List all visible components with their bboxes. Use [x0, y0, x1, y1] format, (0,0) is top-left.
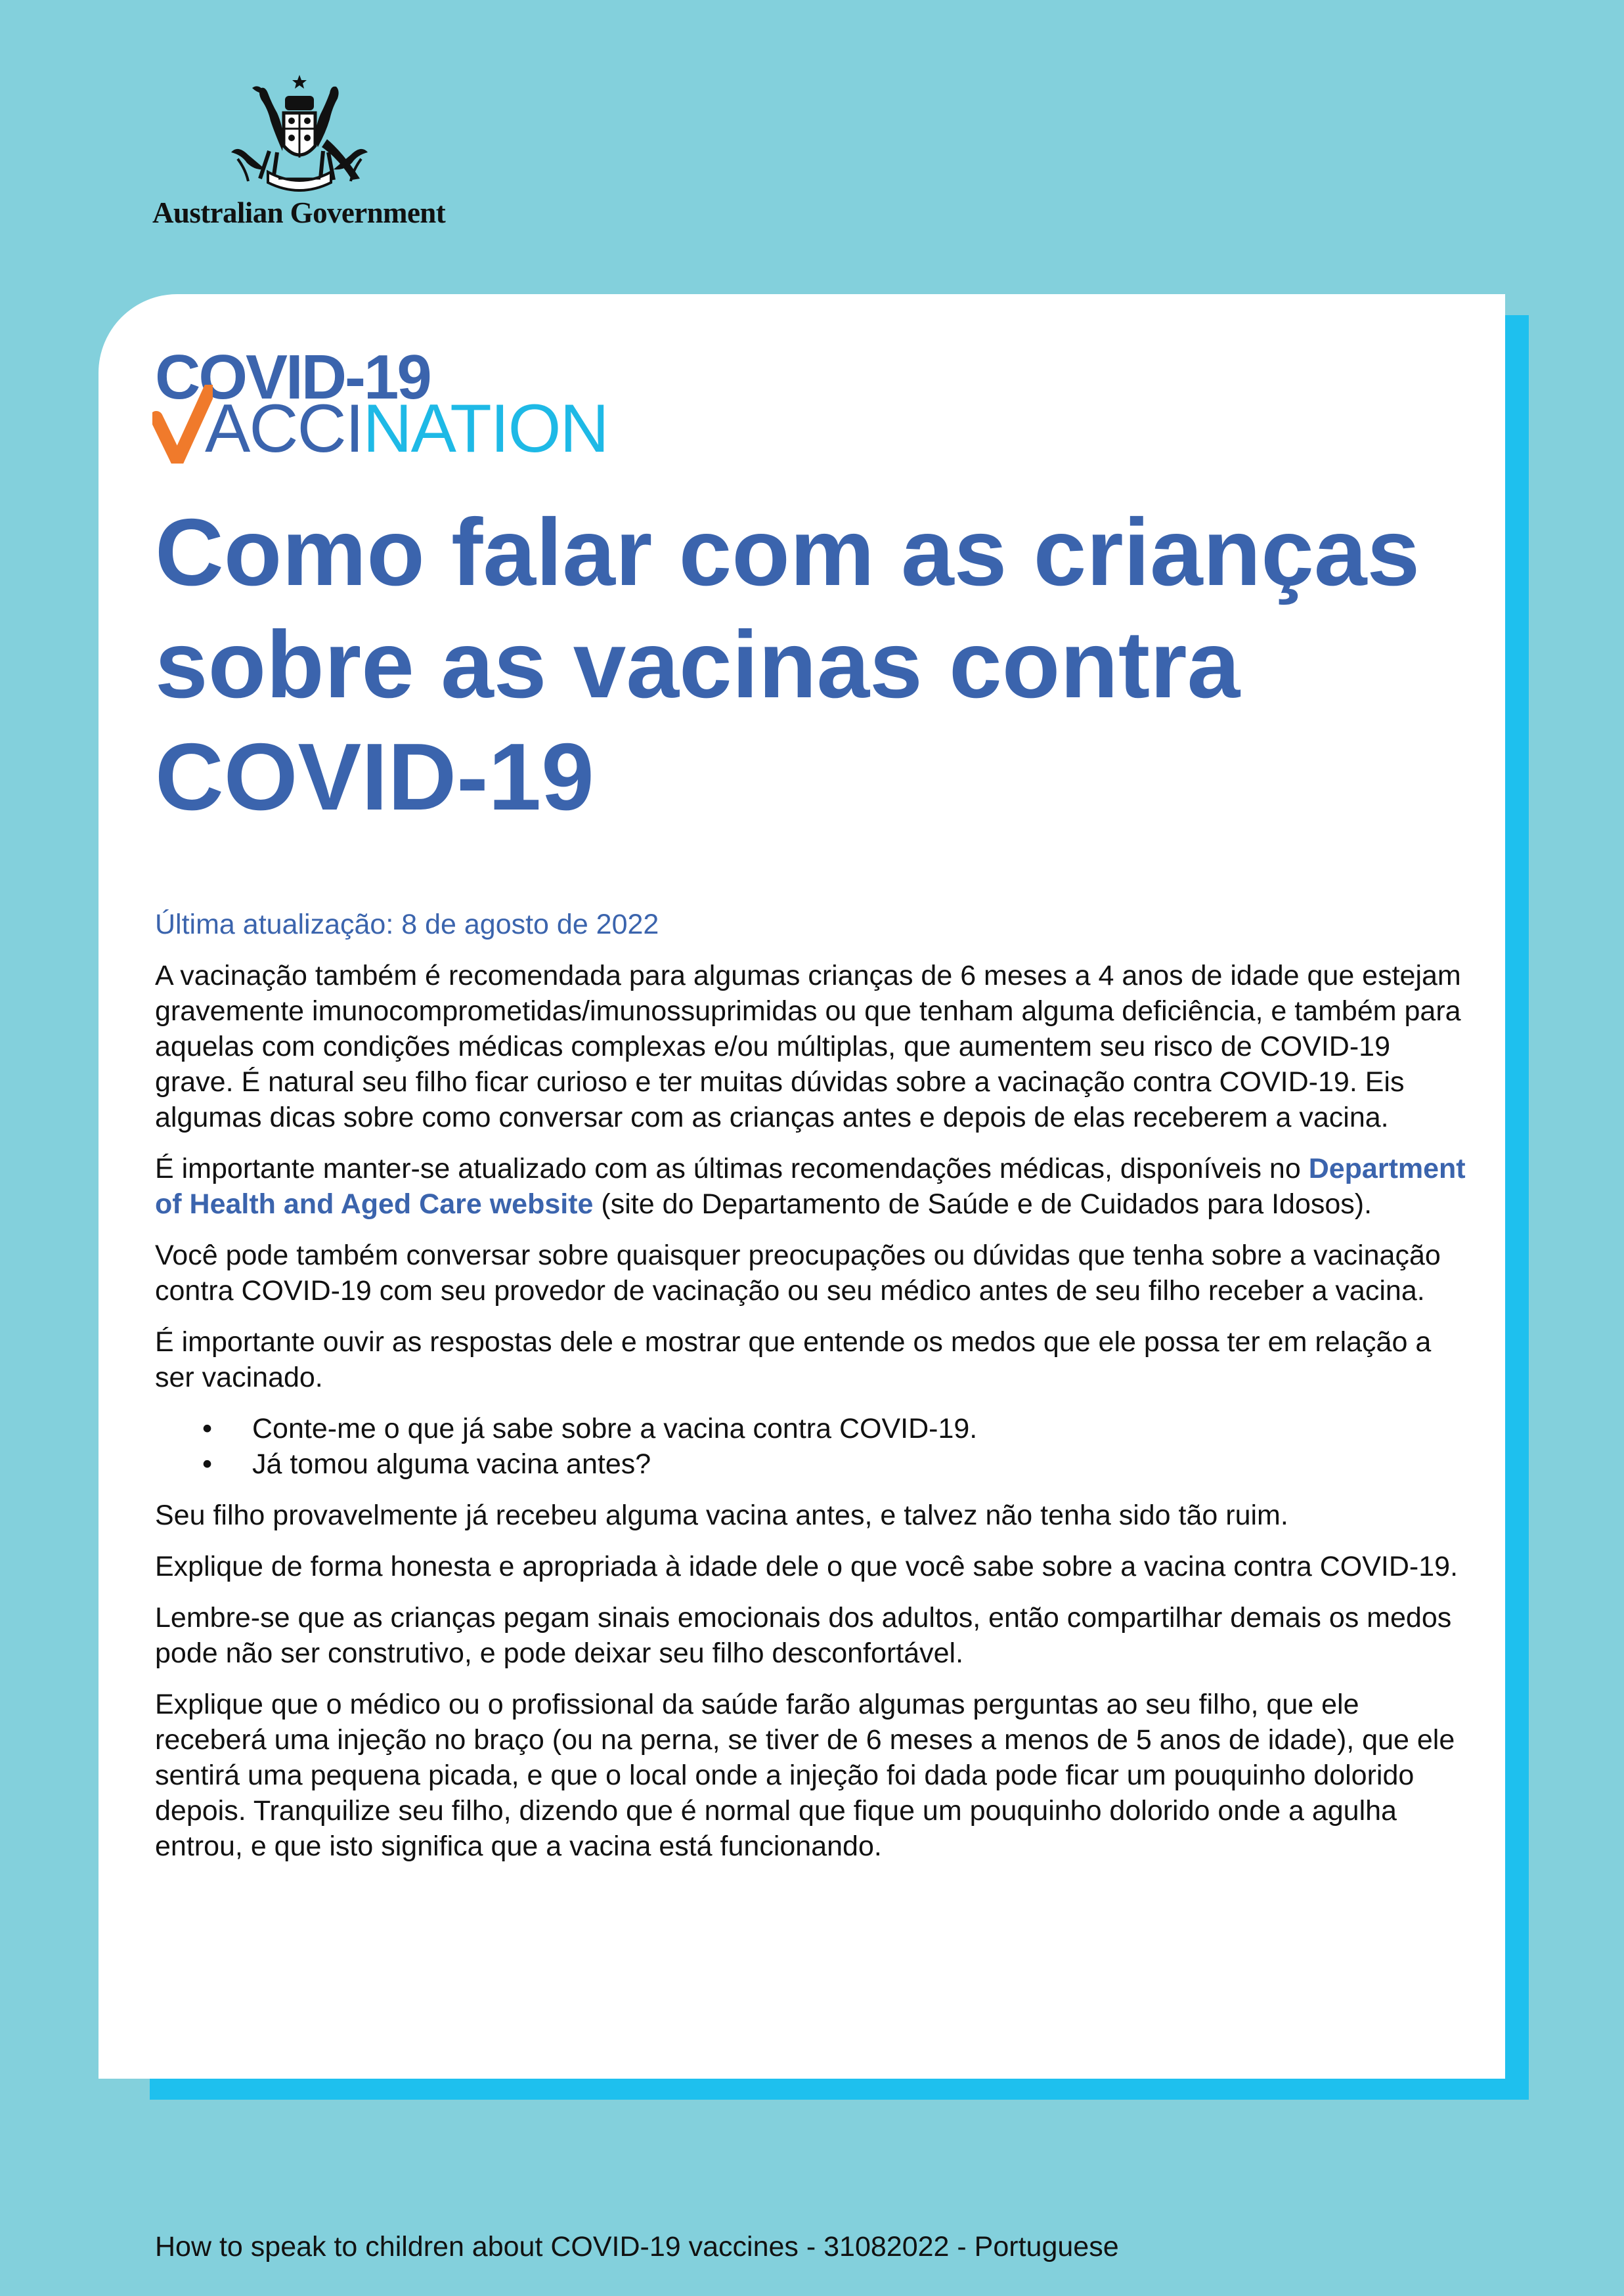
covid-vaccination-logo [155, 341, 628, 467]
orange-checkmark-icon [152, 385, 213, 464]
department-website-link[interactable]: Department of Health and Aged Care website [155, 1153, 1466, 1220]
listen-paragraph: É importante ouvir as respostas dele e mostrar que entende os medos que ele possa ter em relação a ser vacinado. [155, 1326, 1432, 1393]
recommendations-text-after: (site do Departamento de Saúde e de Cuidados para Idosos). [593, 1188, 1372, 1220]
logo-covid-text: COVID-19 [155, 342, 430, 412]
last-updated-date: Última atualização: 8 de agosto de 2022 [155, 909, 659, 940]
question-list [155, 1411, 1505, 1482]
logo-accin-text: ACCI [205, 391, 363, 467]
list-item [155, 1446, 1505, 1482]
emotional-cues-paragraph: Lembre-se que as crianças pegam sinais emocionais dos adultos, então compartilhar demais os medos pode não ser construtivo, e pode deixar seu filho desconfortável. [155, 1602, 1452, 1669]
government-name: Australian Government [152, 196, 446, 229]
recommendations-paragraph [155, 1151, 1468, 1222]
explain-honestly-paragraph: Explique de forma honesta e apropriada à idade dele o que você sabe sobre a vacina contra COVID-19. [155, 1551, 1459, 1582]
content-card [99, 294, 1505, 2079]
list-item-text: Já tomou alguma vacina antes? [252, 1448, 651, 1480]
list-item-text: Conte-me o que já sabe sobre a vacina contra COVID-19. [252, 1413, 978, 1444]
intro-paragraph: A vacinação também é recomendada para algumas crianças de 6 meses a 4 anos de idade que estejam gravemente imunocomprometidas/imunossuprimidas ou que tenham alguma deficiência, e também para aquelas com condições médicas complexas e/ou múltiplas, que aumentem seu risco de COVID-19 grave. É natural seu filho ficar curioso e ter muitas dúvidas sobre a vacinação contra COVID-19. Eis algumas dicas sobre como conversar com as crianças antes e depois de elas receberem a vacina. [155, 960, 1461, 1133]
bullet-marker: • [202, 1448, 213, 1480]
footer-document-id: How to speak to children about COVID-19 vaccines - 31082022 - Portuguese [155, 2231, 1119, 2263]
page-title: Como falar com as crianças sobre as vacinas contra COVID-19 [155, 499, 1420, 830]
logo-nation-text: NATION [362, 391, 608, 467]
previous-vaccine-paragraph: Seu filho provavelmente já recebeu alguma vacina antes, e talvez não tenha sido tão ruim. [155, 1500, 1288, 1531]
logo-vaccination-text [205, 393, 608, 465]
coat-of-arms-icon [222, 74, 377, 192]
list-item [155, 1411, 1505, 1446]
bullet-marker: • [202, 1413, 213, 1444]
injection-explanation-paragraph: Explique que o médico ou o profissional da saúde farão algumas perguntas ao seu filho, que ele receberá uma injeção no braço (ou na perna, se tiver de 6 meses a menos de 5 anos de idade), que ele sentirá uma pequena picada, e que o local onde a injeção foi dada pode ficar um pouquinho dolorido depois. Tranquilize seu filho, dizendo que é normal que fique um pouquinho dolorido onde a agulha entrou, e que isto significa que a vacina está funcionando. [155, 1689, 1455, 1862]
talk-to-provider-paragraph: Você pode também conversar sobre quaisquer preocupações ou dúvidas que tenha sobre a vacinação contra COVID-19 com seu provedor de vacinação ou seu médico antes de seu filho receber a vacina. [155, 1240, 1441, 1307]
recommendations-text: É importante manter-se atualizado com as últimas recomendações médicas, disponíveis no [155, 1153, 1309, 1184]
